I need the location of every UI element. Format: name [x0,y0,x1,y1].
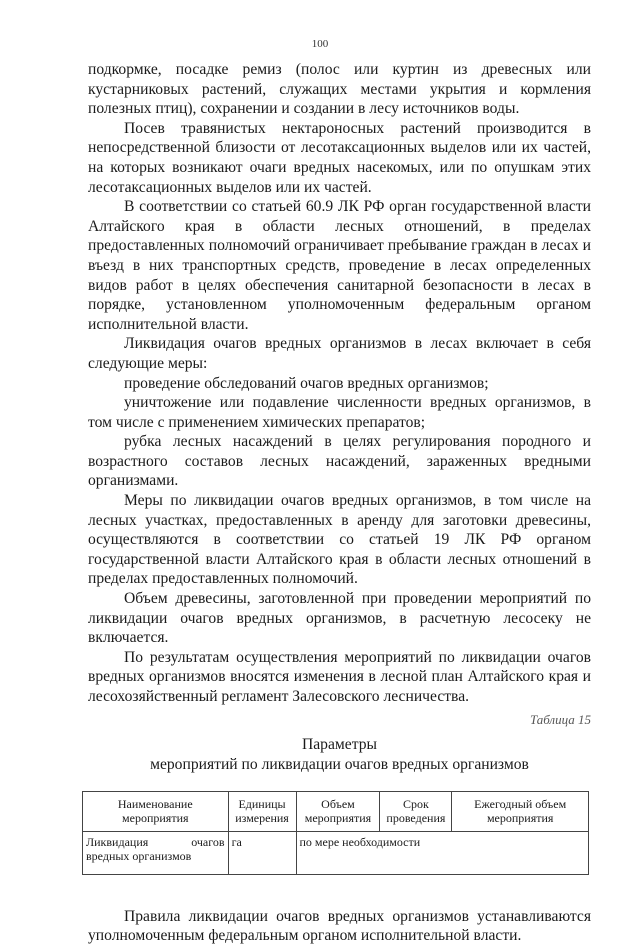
page-number: 100 [311,38,329,50]
list-item-survey: проведение обследований очагов вредных организмов; [124,374,489,392]
table-subtitle: мероприятий по ликвидации очагов вредных организмов [150,755,529,773]
cell-unit: га [228,831,296,874]
list-item-felling: рубка лесных насаждений в целях регулирования породного и возрастного составов лесных насаждений, зараженных вредными организмами. [88,433,591,490]
header-unit: Единицы измерения [228,791,296,831]
table-row [83,831,589,874]
header-annual-volume: Ежегодный объем мероприятия [452,791,589,831]
paragraph-continued: подкормке, посадке ремиз (полос или куртин из древесных или кустарниковых растений, служащих местами укрытия и кормления полезных птиц), сохранении и создании в лесу источников воды. [88,61,591,118]
paragraph-wood-volume: Объем древесины, заготовленной при проведении мероприятий по ликвидации очагов вредных организмов, в расчетную лесосеку не включается. [88,590,591,647]
header-volume: Объем мероприятия [296,791,380,831]
header-term: Срок проведения [380,791,452,831]
paragraph-forest-plan: По результатам осуществления мероприятий по ликвидации очагов вредных организмов вносятся изменения в лесной план Алтайского края и лесохозяйственный регламент Залесовского лесничества. [88,648,591,705]
table-title: Параметры [302,735,377,753]
header-name: Наименование мероприятия [83,791,229,831]
table-header-row [83,791,589,831]
cell-volume: по мере необходимости [296,831,589,874]
paragraph-nectar-plants: Посев травянистых нектароносных растений производится в непосредственной близости от лесотаксационных выделов или их частей, на которых возникают очаги вредных насекомых, или по опушкам этих лесотаксационных выделов или их частей. [88,119,591,196]
list-item-destruction: уничтожение или подавление численности вредных организмов, в том числе с применением химических препаратов; [88,394,591,431]
paragraph-article-60-9: В соответствии со статьей 60.9 ЛК РФ орган государственной власти Алтайского края в области лесных отношений, в пределах предоставленных полномочий ограничивает пребывание граждан в лесах и въезд в них транспортных средств, проведение в лесах определенных видов работ в целях обеспечения санитарной безопасности в лесах в порядке, установленном уполномоченным федеральным органом исполнительной власти. [88,198,591,333]
cell-name: Ликвидация очагов вредных организмов [83,831,229,874]
document-body [88,60,591,946]
table-label: Таблица 15 [529,711,591,727]
paragraph-article-19: Меры по ликвидации очагов вредных организмов, в том числе на лесных участках, предоставленных в аренду для заготовки древесины, осуществляются в соответствии со статьей 19 ЛК РФ органом государственной власти Алтайского края в области лесных отношений в пределах предоставленных полномочий. [88,492,591,588]
paragraph-rules: Правила ликвидации очагов вредных организмов устанавливаются уполномоченным федеральным органом исполнительной власти. [88,907,591,945]
paragraph-measures-intro: Ликвидация очагов вредных организмов в лесах включает в себя следующие меры: [88,335,591,372]
parameters-table [82,791,589,875]
